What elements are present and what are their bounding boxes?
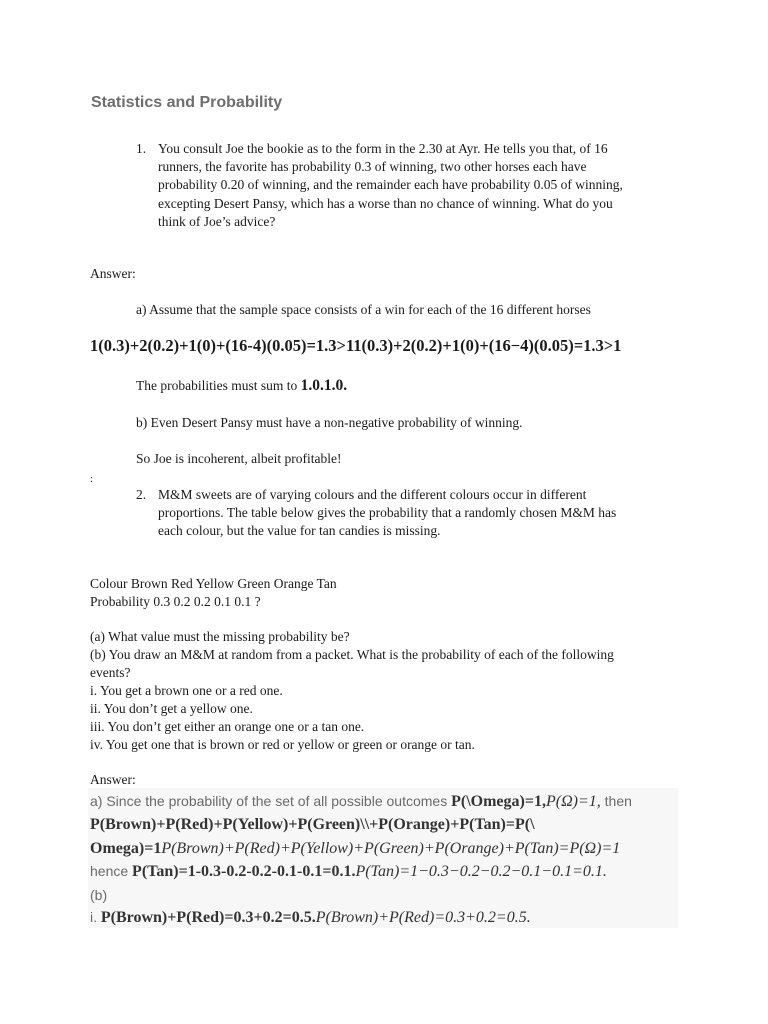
sub-question-line: (a) What value must the missing probability be? [90, 629, 350, 644]
question-1-line: think of Joe’s advice? [158, 213, 276, 229]
question-1-text [158, 140, 623, 231]
sub-question-line: ii. You don’t get a yellow one. [90, 701, 253, 716]
answer-2a-prefix: a) Since the probability of the set of all possible outcomes [90, 793, 452, 809]
answer-1-sum-line [136, 377, 347, 395]
sub-questions [90, 628, 614, 754]
math-sum-bold: P(Brown)+P(Red)+P(Yellow)+P(Green)\\+P(Orange)+P(Tan)=P(\ [90, 816, 535, 833]
question-2-line: proportions. The table below gives the probability that a randomly chosen M&M has [158, 505, 617, 521]
sub-question-line: iv. You get one that is brown or red or yellow or green or orange or tan. [90, 737, 475, 752]
answer-2a-line-1 [90, 793, 632, 811]
math-sum-italic: P(Brown)+P(Red)+P(Yellow)+P(Green)+P(Orange)+P(Tan)=P(Ω)=1 [161, 840, 621, 857]
answer-2b-label: (b) [90, 887, 108, 903]
question-2-line: each colour, but the value for tan candies is missing. [158, 523, 441, 539]
question-2-number: 2. [136, 487, 147, 502]
answer-2a-suffix: then [600, 793, 632, 809]
table-probability-row: Probability 0.3 0.2 0.2 0.1 0.1 ? [90, 594, 261, 609]
hence-prefix: hence [90, 863, 133, 879]
math-tan-bold: P(Tan)=1-0.3-0.2-0.2-0.1-0.1=0.1. [132, 863, 356, 880]
math-omega-bold: P(\Omega)=1, [451, 793, 546, 810]
page-title: Statistics and Probability [91, 94, 283, 111]
math-brown-red-italic: P(Brown)+P(Red)=0.3+0.2=0.5. [315, 909, 531, 926]
answer-2a-hence-line [90, 863, 607, 881]
answer-2-label: Answer: [90, 772, 136, 787]
sum-text: The probabilities must sum to [136, 378, 301, 393]
table-colour-row: Colour Brown Red Yellow Green Orange Tan [90, 576, 337, 591]
math-omega-italic: P(Ω)=1, [545, 793, 601, 810]
question-1-line: excepting Desert Pansy, which has a worse than no chance of winning. What do you [158, 195, 613, 211]
answer-1-equation: 1(0.3)+2(0.2)+1(0)+(16-4)(0.05)=1.3>11(0.3)+2(0.2)+1(0)+(16−4)(0.05)=1.3>1 [90, 336, 622, 355]
sub-question-line: (b) You draw an M&M at random from a packet. What is the probability of each of the following [90, 647, 614, 662]
answer-2b-i-line [90, 909, 531, 927]
answer-1-label: Answer: [90, 266, 136, 281]
i-prefix: i. [90, 909, 101, 925]
sub-question-line: i. You get a brown one or a red one. [90, 683, 283, 698]
sub-question-line: events? [90, 665, 131, 680]
math-omega-tail: Omega)=1 [90, 840, 162, 857]
question-2-line: M&M sweets are of varying colours and the different colours occur in different [158, 487, 587, 502]
stray-colon: : [90, 473, 94, 485]
math-tan-italic: P(Tan)=1−0.3−0.2−0.2−0.1−0.1=0.1. [355, 863, 607, 880]
question-1-number: 1. [136, 141, 147, 156]
question-2-text [158, 486, 616, 541]
answer-2a-line-2 [90, 816, 535, 834]
answer-1a-text: a) Assume that the sample space consists of a win for each of the 16 different horses [136, 302, 591, 317]
answer-1-conclusion: So Joe is incoherent, albeit profitable! [136, 451, 342, 466]
question-1-line: runners, the favorite has probability 0.3 of winning, two other horses each have [158, 159, 587, 175]
sum-value: 1.0.1.0. [300, 377, 348, 394]
question-1-line: You consult Joe the bookie as to the form in the 2.30 at Ayr. He tells you that, of 16 [158, 141, 608, 156]
answer-2a-line-3 [90, 840, 620, 858]
answer-1b-text: b) Even Desert Pansy must have a non-negative probability of winning. [136, 415, 523, 430]
sub-question-line: iii. You don’t get either an orange one or a tan one. [90, 719, 365, 734]
question-1-line: probability 0.20 of winning, and the remainder each have probability 0.05 of winning, [158, 177, 623, 193]
math-brown-red-bold: P(Brown)+P(Red)=0.3+0.2=0.5. [100, 909, 316, 926]
